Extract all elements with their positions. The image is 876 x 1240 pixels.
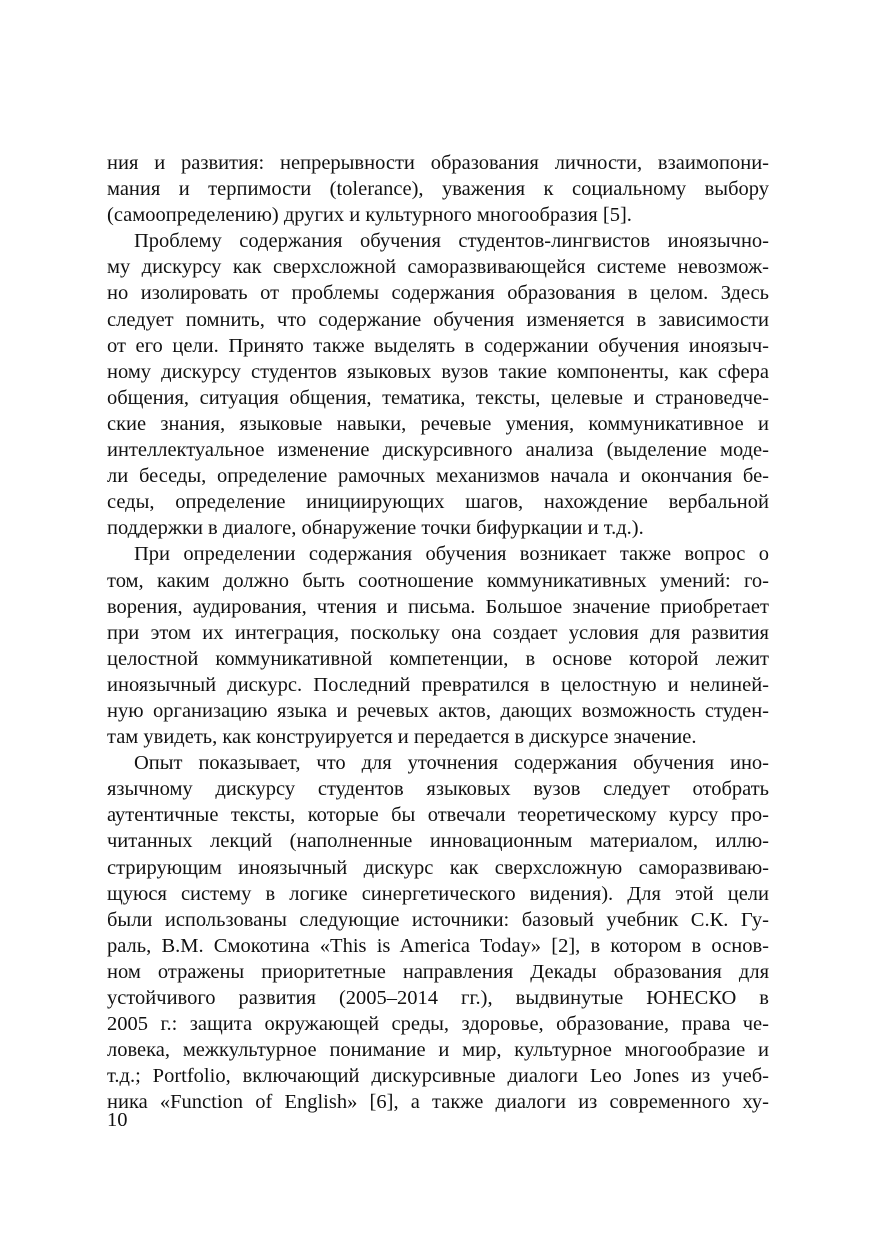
text-line: раль, В.М. Смокотина «This is America Today» [2], в котором в основ- — [107, 934, 769, 957]
text-line: читанных лекций (наполненные инновационным материалом, иллю- — [107, 830, 769, 853]
text-line: седы, определение инициирующих шагов, нахождение вербальной — [107, 491, 769, 514]
text-line: поддержки в диалоге, обнаружение точки бифуркации и т.д.). — [107, 517, 644, 540]
text-line: ские знания, языковые навыки, речевые умения, коммуникативное и — [107, 412, 769, 435]
text-line: ника «Function of English» [6], а также диалоги из современного ху- — [107, 1091, 769, 1114]
text-line: ли беседы, определение рамочных механизмов начала и окончания бе- — [107, 465, 769, 488]
text-line: Опыт показывает, что для уточнения содержания обучения ино- — [134, 752, 769, 775]
text-line: ную организацию языка и речевых актов, дающих возможность студен- — [107, 699, 769, 722]
text-line: ворения, аудирования, чтения и письма. Большое значение приобретает — [107, 595, 769, 618]
text-line: ния и развития: непрерывности образования личности, взаимопони- — [107, 152, 769, 174]
text-line: том, каким должно быть соотношение коммуникативных умений: го- — [107, 569, 769, 592]
text-line: щуюся систему в логике синергетического видения). Для этой цели — [107, 882, 769, 905]
text-line: общения, ситуация общения, тематика, тексты, целевые и страноведче- — [107, 386, 769, 409]
text-line: но изолировать от проблемы содержания образования в целом. Здесь — [107, 282, 769, 305]
text-line: ловека, межкультурное понимание и мир, культурное многообразие и — [107, 1039, 769, 1062]
text-line: от его цели. Принято также выделять в содержании обучения иноязыч- — [107, 334, 769, 357]
text-line: ному дискурсу студентов языковых вузов такие компоненты, как сфера — [107, 360, 769, 383]
text-line: 2005 г.: защита окружающей среды, здоровье, образование, права че- — [107, 1013, 769, 1036]
text-line: устойчивого развития (2005–2014 гг.), выдвинутые ЮНЕСКО в — [107, 987, 769, 1009]
text-line: му дискурсу как сверхсложной саморазвивающейся системе невозмож- — [107, 256, 769, 279]
page-body — [107, 150, 769, 1115]
text-line: (самоопределению) других и культурного многообразия [5]. — [107, 204, 632, 227]
page-number: 10 — [107, 1109, 128, 1131]
text-line: следует помнить, что содержание обучения изменяется в зависимости — [107, 308, 769, 331]
text-line: были использованы следующие источники: базовый учебник С.К. Гу- — [107, 908, 769, 931]
text-line: иноязычный дискурс. Последний превратился в целостную и нелиней- — [107, 673, 769, 696]
text-line: интеллектуальное изменение дискурсивного анализа (выделение моде- — [107, 439, 769, 462]
text-line: т.д.; Portfolio, включающий дискурсивные диалоги Leo Jones из учеб- — [107, 1065, 769, 1088]
text-line: мания и терпимости (tolerance), уважения к социальному выбору — [107, 178, 769, 201]
text-line: при этом их интеграция, поскольку она создает условия для развития — [107, 621, 769, 644]
text-line: аутентичные тексты, которые бы отвечали теоретическому курсу про- — [107, 804, 769, 827]
text-line: там увидеть, как конструируется и передается в дискурсе значение. — [107, 726, 697, 749]
text-line: целостной коммуникативной компетенции, в основе которой лежит — [107, 647, 769, 670]
text-line: Проблему содержания обучения студентов-лингвистов иноязычно- — [134, 230, 769, 253]
text-line: стрирующим иноязычный дискурс как сверхсложную саморазвиваю- — [107, 856, 769, 879]
text-line: При определении содержания обучения возникает также вопрос о — [134, 543, 769, 566]
text-line: язычному дискурсу студентов языковых вузов следует отобрать — [107, 778, 769, 801]
text-line: ном отражены приоритетные направления Декады образования для — [107, 960, 769, 983]
